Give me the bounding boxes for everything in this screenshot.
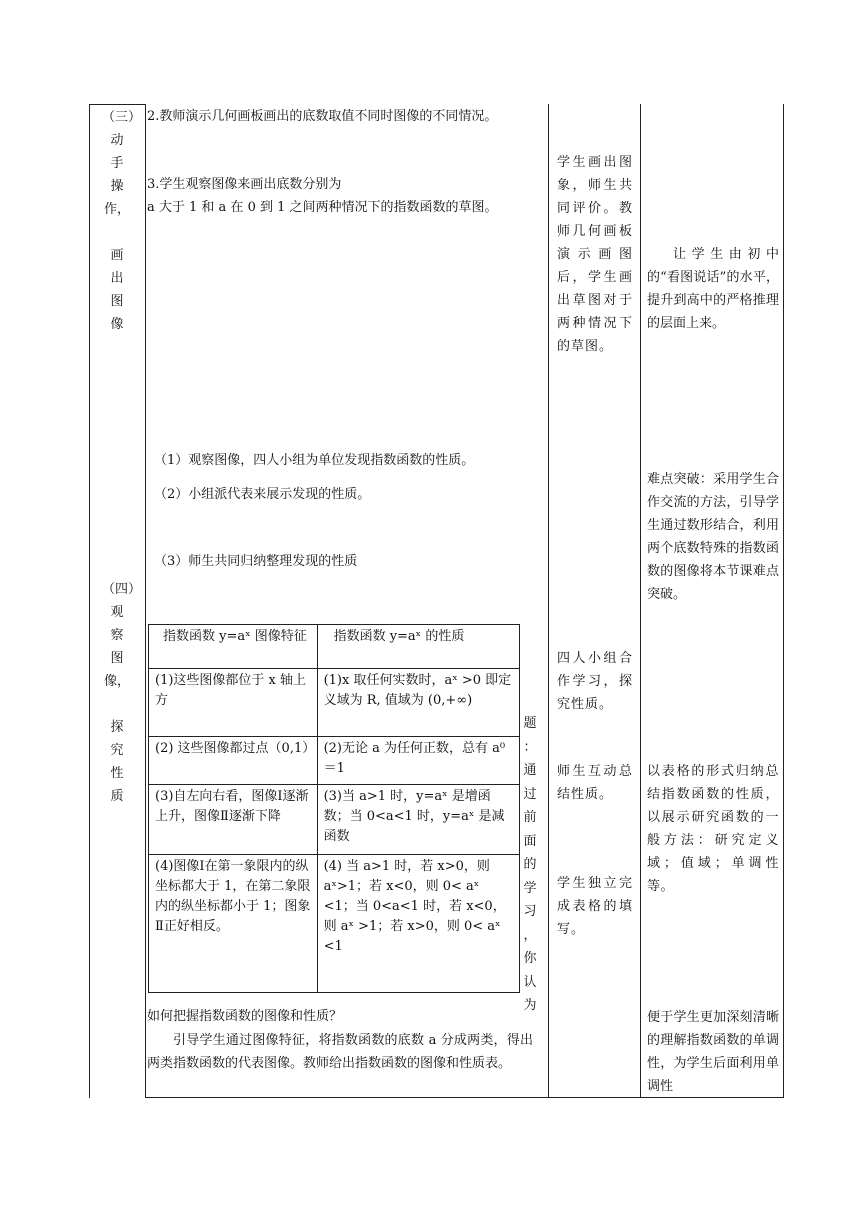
table-cell: (2)无论 a 为任何正数，总有 a⁰＝1 <box>317 737 519 785</box>
section3-label: （三） 动 手 操 作， 画 出 图 像 <box>102 110 142 332</box>
section4-step-2: （2）小组派代表来展示发现的性质。 <box>154 487 371 502</box>
frame-col2-line <box>548 104 549 1098</box>
side-question-char: ： <box>523 739 537 755</box>
table-cell: (4)图像Ⅰ在第一象限内的纵坐标都大于 1，在第二象限内的纵坐标都小于 1；图象Ⅱ正好相反。 <box>149 855 318 993</box>
frame-left-line <box>89 104 90 1098</box>
student-activity-2: 师生互动总结性质。 <box>557 764 633 802</box>
table-row <box>149 669 520 737</box>
table-cell: (2) 这些图像都过点（0,1） <box>149 737 318 785</box>
section3-design-intent: 让学生由初中的“看图说话”的水平，提升到高中的严格推理的层面上来。 <box>647 247 779 331</box>
side-question-char: 的 <box>523 857 537 872</box>
properties-table <box>148 624 520 993</box>
section3-line1: 2.教师演示几何画板画出的底数取值不同时图像的不同情况。 <box>147 109 498 124</box>
side-question-char: 你 <box>523 951 537 966</box>
side-question-char: 面 <box>523 833 537 849</box>
frame-col1-line <box>145 104 146 1098</box>
side-question-char: 题 <box>523 716 537 731</box>
table-row <box>149 855 520 993</box>
side-question-char: 认 <box>523 974 537 990</box>
design-intent-2: 以表格的形式归纳总结指数函数的性质，以展示研究函数的一般方法：研究定义域；值域；单调性等。 <box>647 764 779 894</box>
section3-line3: a 大于 1 和 a 在 0 到 1 之间两种情况下的指数函数的草图。 <box>147 200 498 215</box>
table-row <box>149 785 520 855</box>
side-question-text <box>521 712 539 1018</box>
table-cell: (3)当 a>1 时，y=aˣ 是增函数；当 0<a<1 时，y=aˣ 是减函数 <box>317 785 519 855</box>
side-question-char: 过 <box>523 786 537 802</box>
table-header-cell: 指数函数 y=aˣ 的性质 <box>317 625 519 669</box>
table-cell: (3)自左向右看，图像Ⅰ逐渐上升，图像Ⅱ逐渐下降 <box>149 785 318 855</box>
design-intent-1: 难点突破：采用学生合作交流的方法，引导学生通过数形结合，利用两个底数特殊的指数函数的图像将本节课难点突破。 <box>647 472 779 602</box>
section3-student-activity: 学生画出图象，师生共同评价。教师几何画板演示画图后，学生画出草图对于两种情况下的草图。 <box>557 155 633 354</box>
frame-top-line <box>89 104 145 105</box>
table-cell: (1)x 取任何实数时，aˣ >0 即定义域为 R, 值域为 (0,+∞) <box>317 669 519 737</box>
side-question-char: ， <box>523 927 537 943</box>
side-question-char: 前 <box>523 810 537 825</box>
design-intent-3: 便于学生更加深刻清晰的理解指数函数的单调性，为学生后面利用单调性 <box>647 1010 779 1094</box>
section4-label: （四） 观 察 图 像， 探 究 性 质 <box>102 582 142 804</box>
section3-line2: 3.学生观察图像来画出底数分别为 <box>147 177 342 192</box>
frame-col3-line <box>640 104 641 1098</box>
table-cell: (1)这些图像都位于 x 轴上方 <box>149 669 318 737</box>
student-activity-3: 学生独立完成表格的填写。 <box>557 876 633 937</box>
section4-step-1: （1）观察图像，四人小组为单位发现指数函数的性质。 <box>154 453 475 468</box>
guide-paragraph: 引导学生通过图像特征，将指数函数的底数 a 分成两类，得出两类指数函数的代表图像。教师给出指数函数的图像和性质表。 <box>147 1033 533 1071</box>
table-row <box>149 737 520 785</box>
frame-right-line <box>783 104 784 1098</box>
side-question-char: 通 <box>523 763 537 778</box>
table-header-row <box>149 625 520 669</box>
side-question-char: 习 <box>523 904 537 919</box>
side-question-char: 为 <box>523 998 537 1013</box>
table-cell: (4) 当 a>1 时，若 x>0，则 aˣ>1；若 x<0，则 0< aˣ <1；当 0<a<1 时，若 x<0，则 aˣ >1；若 x>0，则 0< aˣ <1 <box>317 855 519 993</box>
section4-step-3: （3）师生共同归纳整理发现的性质 <box>154 554 358 569</box>
table-header-cell: 指数函数 y=aˣ 图像特征 <box>149 625 318 669</box>
question-line: 如何把握指数函数的图像和性质？ <box>147 1009 343 1024</box>
student-activity-1: 四人小组合作学习，探究性质。 <box>557 651 633 712</box>
side-question-char: 学 <box>523 880 537 896</box>
